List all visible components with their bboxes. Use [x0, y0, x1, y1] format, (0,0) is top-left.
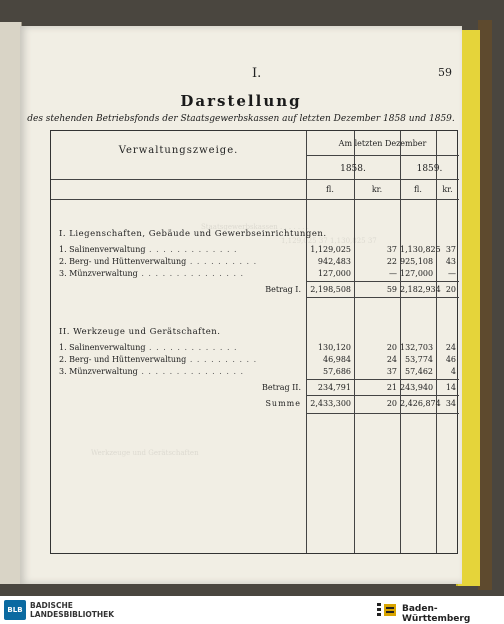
data-table: Staatsgewerbskassen . . . . . . . 1,129,025 37 1,130,825 37 Werkzeuge und Gerätschaften Verwaltungszweige. Am letzten Dezember 1858. 1859. fl. kr. fl. kr. I. Liegenschaften, Gebäude und Gewerbseinrichtungen. 1. Salinenverwaltung . . . . . . . . . . . . . 1,129,025 37 1,130,825 37 2. Berg- und Hüttenverwaltung . . . . . . . . . . 942,483 22 925,108 43 3. Münzverwaltung . . . . . . . . . . . . . . . 127,000 — 127,000 — Betrag I. 2,198,508 59 2,182,934 20 II. Werkzeuge und Gerätschaften. 1. Salinenverwaltung . . . . . . . . . . . . . 130,120 20 132,703 24 2. Berg- und Hüttenverwaltung . . . . . . . . . . 46,984 24 53,774 46 3. Münzverwaltung . . . . . . . . . . . . . . . 57,686 37 57,462 4 Betrag II. 234,791 21 243,940 14 Summe 2,433,300 20 2,426,874 34 [50, 130, 458, 554]
cell-value: 1,129,025 [310, 245, 351, 254]
cell-value: 132,703 [400, 343, 434, 352]
left-page-edge [0, 22, 22, 584]
table-row-label: 3. Münzverwaltung . . . . . . . . . . . . . . . [59, 367, 245, 376]
table-row-label: 3. Münzverwaltung . . . . . . . . . . . . . . . [59, 269, 245, 278]
table-row-label: 1. Salinenverwaltung . . . . . . . . . . . . . [59, 343, 238, 352]
cell-value: 1,130,825 [400, 245, 441, 254]
baden-wuerttemberg-label[interactable]: Baden-Württemberg [402, 604, 471, 624]
cell-value: 46 [445, 355, 456, 364]
page-subtitle: des stehenden Betriebsfonds der Staatsgewerbskassen auf letzten Dezember 1858 und 1859. [27, 114, 455, 124]
cell-value: — [448, 269, 456, 278]
total-label: Summe [265, 399, 301, 408]
document-page [20, 26, 462, 584]
cell-value: 2,198,508 [310, 285, 351, 294]
cell-value: 37 [445, 245, 456, 254]
cell-value: 243,940 [400, 383, 434, 392]
page-title: Darstellung [180, 92, 302, 110]
cell-value: 2,182,934 [400, 285, 441, 294]
cell-value: 20 [445, 285, 456, 294]
footer-bar [0, 596, 504, 624]
cell-value: 20 [386, 343, 397, 352]
column-header-branches: Verwaltungszweige. [118, 145, 239, 156]
cell-value: 21 [386, 383, 397, 392]
cell-value: 127,000 [400, 269, 434, 278]
cell-value: 37 [386, 245, 397, 254]
cell-value: 20 [386, 399, 397, 408]
cell-value: 24 [445, 343, 456, 352]
cell-value: 234,791 [317, 383, 351, 392]
cell-value: 130,120 [317, 343, 351, 352]
cell-value: 925,108 [400, 257, 434, 266]
blb-library-name[interactable]: BADISCHE LANDESBIBLIOTHEK [30, 601, 115, 619]
cell-value: 59 [386, 285, 397, 294]
cell-value: 127,000 [317, 269, 351, 278]
baden-wuerttemberg-lions-icon [376, 602, 398, 618]
cell-value: 57,462 [405, 367, 433, 376]
cell-value: 942,483 [317, 257, 351, 266]
unit-kr-1859: kr. [442, 185, 453, 194]
cell-value: — [389, 269, 397, 278]
column-header-date: Am letzten Dezember [338, 139, 427, 148]
subtotal-label: Betrag II. [262, 383, 301, 392]
cell-value: 57,686 [323, 367, 351, 376]
unit-fl-1859: fl. [414, 185, 422, 194]
table-row-label: 1. Salinenverwaltung . . . . . . . . . . . . . [59, 245, 238, 254]
cell-value: 2,426,874 [400, 399, 441, 408]
unit-fl-1858: fl. [326, 185, 334, 194]
unit-kr-1858: kr. [371, 185, 383, 194]
cell-value: 24 [386, 355, 397, 364]
year-1859: 1859. [416, 164, 443, 174]
year-1858: 1858. [340, 164, 366, 174]
section-number: I. [252, 66, 262, 81]
cell-value: 4 [450, 367, 456, 376]
cell-value: 37 [386, 367, 397, 376]
cell-value: 43 [445, 257, 456, 266]
cell-value: 53,774 [405, 355, 433, 364]
cell-value: 2,433,300 [310, 399, 351, 408]
page-number: 59 [438, 66, 452, 79]
cell-value: 22 [386, 257, 397, 266]
section-heading: II. Werkzeuge und Gerätschaften. [59, 327, 221, 337]
cell-value: 46,984 [323, 355, 351, 364]
cell-value: 34 [445, 399, 456, 408]
table-row-label: 2. Berg- und Hüttenverwaltung . . . . . . . . . . [59, 257, 258, 266]
section-heading: I. Liegenschaften, Gebäude und Gewerbseinrichtungen. [59, 229, 327, 239]
cell-value: 14 [445, 383, 456, 392]
table-row-label: 2. Berg- und Hüttenverwaltung . . . . . . . . . . [59, 355, 258, 364]
subtotal-label: Betrag I. [265, 285, 301, 294]
book-cover-edge [478, 20, 492, 590]
blb-logo-icon[interactable]: BLB [4, 600, 26, 620]
